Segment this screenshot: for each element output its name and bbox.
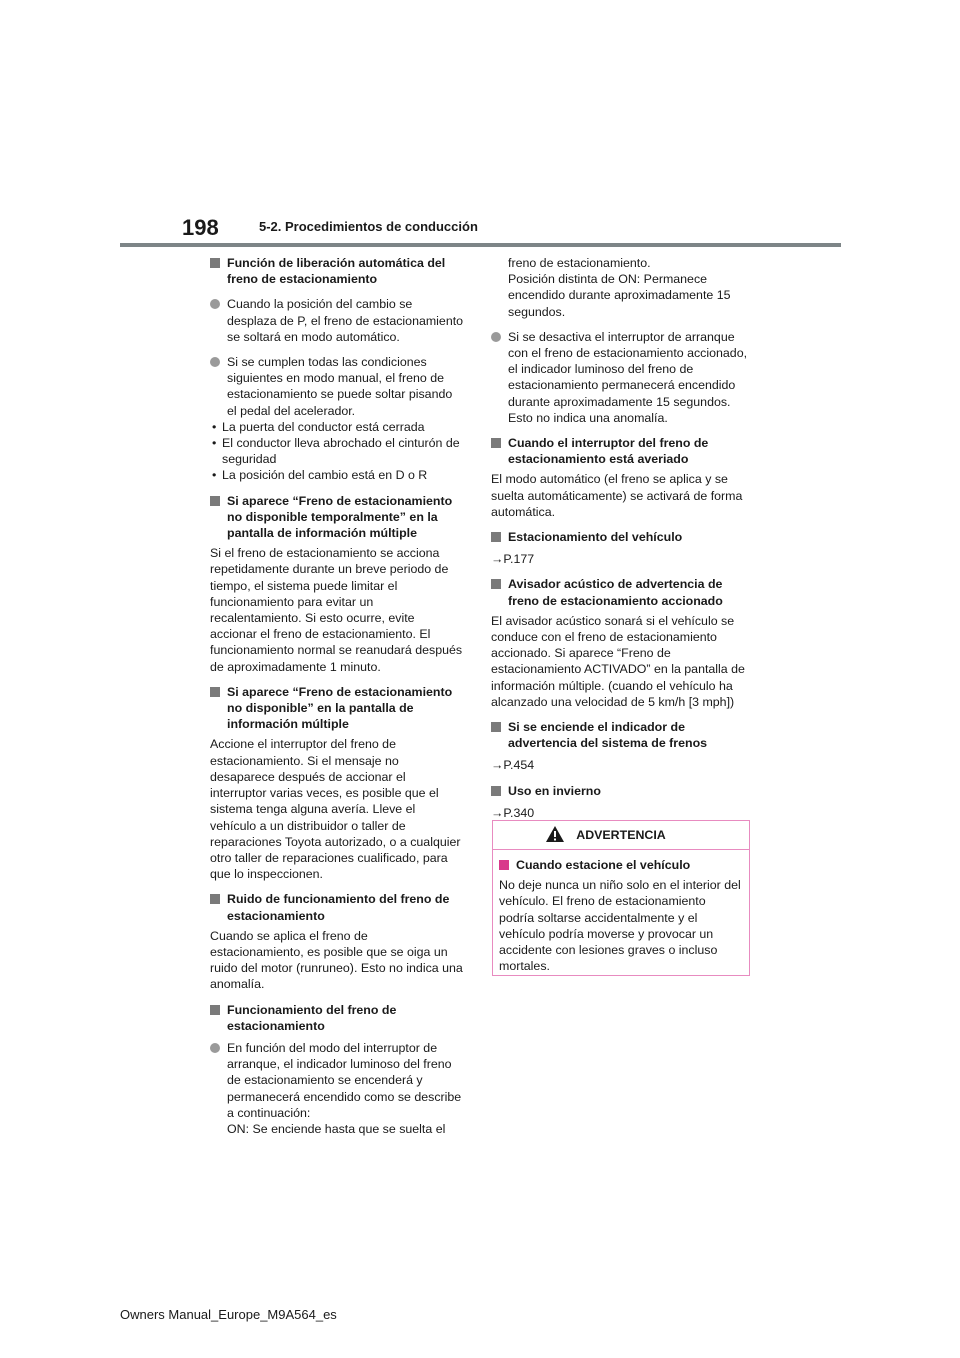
- sub-item: • La posición del cambio está en D o R: [212, 468, 428, 483]
- page-reference-link[interactable]: →P.454: [491, 758, 535, 773]
- circle-bullet-icon: [210, 299, 220, 309]
- square-bullet-icon: [491, 438, 501, 448]
- paragraph: El avisador acústico sonará si el vehículo se conduce con el freno de estacionamiento accionado. Si aparece “Freno de estacionamiento ACTIVADO” en la pantalla de información múltiple. (cuando el vehículo ha alcanzado una velocidad de 5 km/h [3 mph]): [491, 613, 745, 709]
- heading-operation: Funcionamiento del freno de estacionamiento: [210, 1002, 464, 1034]
- heading-brake-warning: Si se enciende el indicador de advertencia del sistema de frenos: [491, 719, 753, 751]
- heading-temp-unavailable: Si aparece “Freno de estacionamiento no disponible temporalmente” en la pantalla de información múltiple: [210, 493, 464, 542]
- square-bullet-icon: [210, 1005, 220, 1015]
- warning-text: No deje nunca un niño solo en el interior del vehículo. El freno de estacionamiento podría soltarse accidentalmente y el vehículo podría moverse y provocar un accidente con lesiones graves o incluso mortales.: [499, 878, 741, 974]
- paragraph: Cuando se aplica el freno de estacionamiento, es posible que se oiga un ruido del motor (runruneo). Esto no indica una anomalía.: [210, 928, 463, 992]
- square-bullet-icon: [491, 786, 501, 796]
- heading-auto-release: Función de liberación automática del freno de estacionamiento: [210, 255, 464, 287]
- warning-body: [493, 850, 749, 974]
- paragraph: Si el freno de estacionamiento se acciona repetidamente durante un breve periodo de tiempo, el sistema puede limitar el funcionamiento para evitar un recalentamiento. Si esto ocurre, evite accionar el freno de estacionamiento. El funcionamiento normal se reanudará después de aproximadamente 1 minuto.: [210, 546, 463, 674]
- block-noise: [210, 891, 464, 992]
- circle-bullet-icon: [491, 332, 501, 342]
- block-winter: [491, 783, 753, 821]
- page-number: 198: [182, 215, 219, 240]
- warning-heading: Cuando estacione el vehículo: [499, 857, 743, 873]
- right-column: [491, 255, 753, 830]
- footer-text: Owners Manual_Europe_M9A564_es: [120, 1307, 337, 1322]
- heading-winter: Uso en invierno: [491, 783, 753, 799]
- block-auto-release: [210, 255, 464, 287]
- heading-noise: Ruido de funcionamiento del freno de estacionamiento: [210, 891, 464, 923]
- square-bullet-icon: [491, 579, 501, 589]
- heading-switch-fault: Cuando el interruptor del freno de estacionamiento está averiado: [491, 435, 753, 467]
- section-title: 5-2. Procedimientos de conducción: [259, 219, 478, 234]
- warning-header: [493, 821, 749, 850]
- warning-triangle-icon: [545, 825, 565, 843]
- bullet-item: Cuando la posición del cambio se desplaza de P, el freno de estacionamiento se soltará en modo automático.: [210, 296, 464, 345]
- circle-bullet-icon: [210, 1043, 220, 1053]
- bullet-item: Si se cumplen todas las condiciones siguientes en modo manual, el freno de estacionamiento se puede soltar pisando el pedal del acelerador.: [210, 354, 464, 419]
- block-operation: [210, 1002, 464, 1138]
- header-rule: [120, 243, 841, 247]
- paragraph: El modo automático (el freno se aplica y se suelta automáticamente) se activará de forma automática.: [491, 472, 743, 519]
- heading-unavailable: Si aparece “Freno de estacionamiento no disponible” en la pantalla de información múltiple: [210, 684, 464, 733]
- bullet-item: Si se desactiva el interruptor de arranque con el freno de estacionamiento accionado, el indicador luminoso del freno de estacionamiento permanecerá encendido durante aproximadamente 15 segundos. Esto no indica una anomalía.: [491, 329, 753, 426]
- square-bullet-icon: [210, 894, 220, 904]
- left-column: [210, 255, 464, 1146]
- sub-item: • El conductor lleva abrochado el cinturón de seguridad: [212, 436, 460, 467]
- paragraph: Accione el interruptor del freno de estacionamiento. Si el mensaje no desaparece después de accionar el interruptor varias veces, es posible que el sistema tenga alguna avería. Lleve el vehículo a un distribuidor o taller de reparaciones Toyota autorizado, o a cualquier otro taller de reparaciones cualificado, para que lo inspeccionen.: [210, 737, 461, 882]
- circle-bullet-icon: [210, 357, 220, 367]
- block-buzzer: [491, 576, 753, 710]
- continued-text: freno de estacionamiento. Posición distinta de ON: Permanece encendido durante aproximadamente 15 segundos.: [508, 256, 731, 319]
- bullet-item: En función del modo del interruptor de arranque, el indicador luminoso del freno de estacionamiento se encenderá y permanecerá encendido como se describe a continuación: ON: Se enciende hasta que se suelta el: [210, 1040, 464, 1137]
- block-temp-unavailable: [210, 493, 464, 675]
- square-bullet-icon: [499, 860, 509, 870]
- warning-box: [492, 820, 750, 976]
- warning-title: ADVERTENCIA: [576, 828, 666, 842]
- bullet-with-sublist: [210, 354, 464, 484]
- heading-buzzer: Avisador acústico de advertencia de freno de estacionamiento accionado: [491, 576, 753, 608]
- heading-parking: Estacionamiento del vehículo: [491, 529, 753, 545]
- page-reference-link[interactable]: →P.177: [491, 552, 535, 567]
- square-bullet-icon: [210, 687, 220, 697]
- square-bullet-icon: [210, 496, 220, 506]
- page-reference-link[interactable]: →P.340: [491, 805, 535, 820]
- square-bullet-icon: [210, 258, 220, 268]
- block-brake-warning: [491, 719, 753, 774]
- block-parking: [491, 529, 753, 567]
- square-bullet-icon: [491, 722, 501, 732]
- sub-item: • La puerta del conductor está cerrada: [212, 419, 425, 434]
- square-bullet-icon: [491, 532, 501, 542]
- block-switch-fault: [491, 435, 753, 520]
- block-unavailable: [210, 684, 464, 882]
